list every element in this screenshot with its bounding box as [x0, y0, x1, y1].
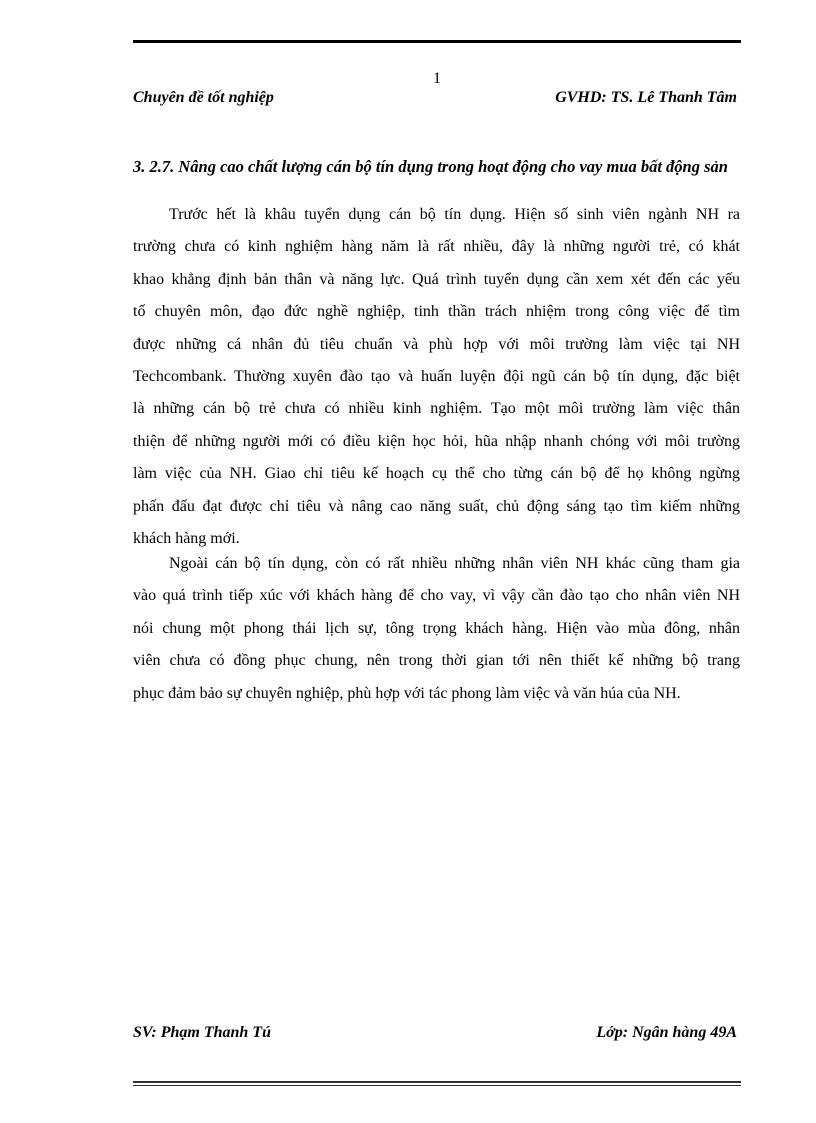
- text-line: khách hàng mới.: [133, 529, 240, 547]
- paragraph-2: [133, 548, 740, 710]
- paragraph-1: [133, 199, 740, 555]
- footer-class: Lớp: Ngân hàng 49A: [596, 1024, 737, 1041]
- text-line: làm việc của NH. Giao chỉ tiêu kế hoạch cụ thể cho từng cán bộ để họ không ngừng: [133, 465, 740, 483]
- text-line: nói chung một phong thái lịch sự, tông trọng khách hàng. Hiện vào mùa đông, nhân: [133, 619, 740, 637]
- text-line: được những cá nhân đủ tiêu chuẩn và phù hợp với môi trường làm việc tại NH: [133, 335, 740, 353]
- text-line: khao khẳng định bản thân và năng lực. Quá trình tuyển dụng cần xem xét đến các yếu: [133, 270, 740, 288]
- text-line: viên chưa có đồng phục chung, nên trong thời gian tới nên thiết kế những bộ trang: [133, 652, 740, 670]
- text-line: Techcombank. Thường xuyên đào tạo và huấn luyện đội ngũ cán bộ tín dụng, đặc biệt: [133, 367, 740, 385]
- header-supervisor: GVHD: TS. Lê Thanh Tâm: [555, 89, 737, 106]
- footer-rule: [133, 1081, 741, 1086]
- footer-student: SV: Phạm Thanh Tú: [133, 1024, 271, 1041]
- text-line: phấn đấu đạt được chỉ tiêu và nâng cao năng suất, chủ động sáng tạo tìm kiếm những: [133, 497, 740, 515]
- header-document-type: Chuyên đề tốt nghiệp: [133, 89, 274, 106]
- text-line: Ngoài cán bộ tín dụng, còn có rất nhiều những nhân viên NH khác cũng tham gia: [169, 555, 740, 572]
- text-line: phục đảm bảo sự chuyên nghiệp, phù hợp với tác phong làm việc và văn húa của NH.: [133, 684, 681, 702]
- header-rule: [133, 40, 741, 43]
- text-line: trường chưa có kinh nghiệm hàng năm là rất nhiều, đây là những người trẻ, có khát: [133, 238, 740, 256]
- text-line: Trước hết là khâu tuyển dụng cán bộ tín dụng. Hiện số sinh viên ngành NH ra: [169, 206, 740, 223]
- text-line: vào quá trình tiếp xúc với khách hàng để cho vay, vì vậy cần đào tạo cho nhân viên NH: [133, 587, 740, 605]
- page-number: 1: [433, 70, 441, 87]
- text-line: tố chuyên môn, đạo đức nghề nghiệp, tinh thần trách nhiệm trong công việc để tìm: [133, 303, 740, 321]
- text-line: là những cán bộ trẻ chưa có nhiều kinh nghiệm. Tạo một môi trường làm việc thân: [133, 400, 740, 418]
- section-heading: 3. 2.7. Nâng cao chất lượng cán bộ tín dụng trong hoạt động cho vay mua bất động sản: [133, 157, 728, 176]
- text-line: thiện để những người mới có điều kiện học hỏi, hũa nhập nhanh chóng với môi trường: [133, 432, 740, 450]
